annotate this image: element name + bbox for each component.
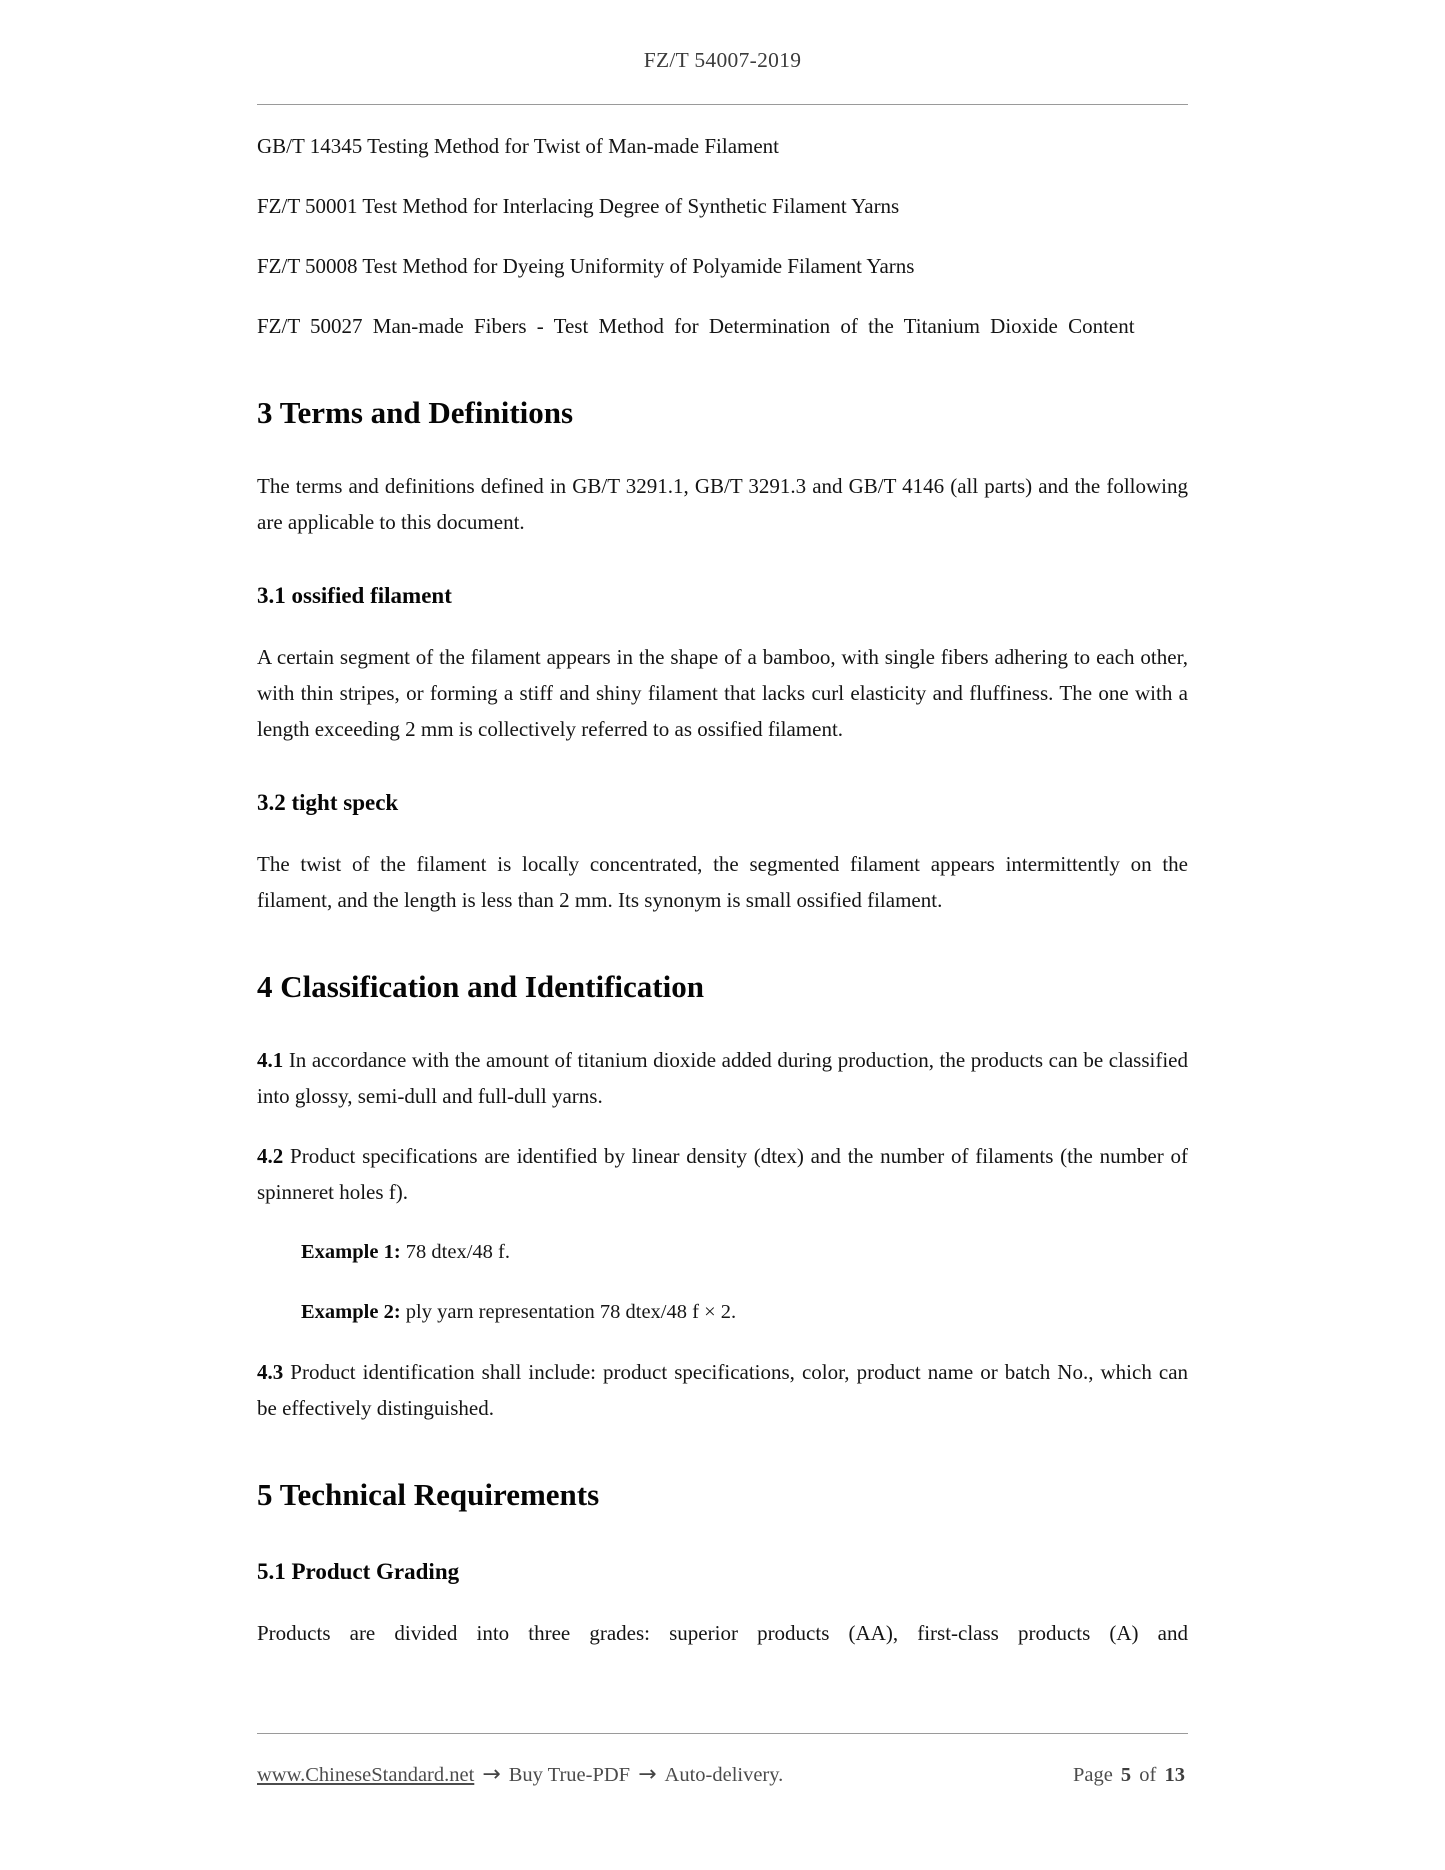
clause-label: 4.2 <box>257 1144 284 1168</box>
reference-item: GB/T 14345 Testing Method for Twist of Man-made Filament <box>257 134 780 158</box>
example-label: Example 2: <box>301 1301 401 1323</box>
section-5-heading: 5 Technical Requirements <box>257 1477 600 1512</box>
section-3-intro: The terms and definitions defined in GB/T 3291.1, GB/T 3291.3 and GB/T 4146 (all parts) and the following are applicable to this document. <box>257 474 1188 534</box>
of-label: of <box>1139 1764 1157 1786</box>
reference-item: FZ/T 50001 Test Method for Interlacing Degree of Synthetic Filament Yarns <box>257 194 900 218</box>
clause-4-1 <box>257 1042 1188 1114</box>
clause-label: 4.3 <box>257 1360 284 1384</box>
doc-number: FZ/T 54007-2019 <box>643 48 802 72</box>
page-header <box>257 0 1188 105</box>
footer-step-buy: Buy True-PDF <box>508 1764 631 1786</box>
document-body <box>257 105 1188 1675</box>
clause-text: Product specifications are identified by linear density (dtex) and the number of filaments (the number of spinneret holes f). <box>257 1144 1188 1204</box>
reference-item: FZ/T 50027 Man-made Fibers - Test Method for Determination of the Titanium Dioxide Content <box>257 314 1135 338</box>
example-1 <box>301 1234 1188 1270</box>
example-2 <box>301 1294 1188 1330</box>
page-footer <box>257 1733 1188 1787</box>
subsection-3-2-text: The twist of the filament is locally concentrated, the segmented filament appears intermittently on the filament, and the length is less than 2 mm. Its synonym is small ossified filament. <box>257 852 1188 912</box>
footer-promo <box>257 1762 783 1787</box>
subsection-3-1-text: A certain segment of the filament appears in the shape of a bamboo, with single fibers adhering to each other, with thin stripes, or forming a stiff and shiny filament that lacks curl elasticity and fluffiness. The one with a length exceeding 2 mm is collectively referred to as ossified filament. <box>257 645 1188 741</box>
section-3-heading: 3 Terms and Definitions <box>257 395 574 430</box>
clause-4-3 <box>257 1354 1188 1426</box>
clause-4-2 <box>257 1138 1188 1210</box>
subsection-5-1-heading: 5.1 Product Grading <box>257 1559 460 1584</box>
page-label: Page <box>1072 1764 1113 1786</box>
reference-item: FZ/T 50008 Test Method for Dyeing Uniformity of Polyamide Filament Yarns <box>257 254 915 278</box>
example-label: Example 1: <box>301 1241 401 1263</box>
arrow-right-icon: → <box>638 1762 657 1787</box>
clause-text: In accordance with the amount of titanium dioxide added during production, the products can be classified into glossy, semi-dull and full-dull yarns. <box>257 1048 1189 1108</box>
arrow-right-icon: → <box>482 1762 501 1787</box>
subsection-5-1-text: Products are divided into three grades: superior products (AA), first-class products (A) and <box>257 1621 1188 1645</box>
footer-link[interactable]: www.ChineseStandard.net <box>257 1764 475 1786</box>
clause-text: Product identification shall include: product specifications, color, product name or batch No., which can be effectively distinguished. <box>257 1360 1189 1420</box>
subsection-3-2-heading: 3.2 tight speck <box>257 790 399 815</box>
footer-step-delivery: Auto-delivery. <box>664 1764 784 1786</box>
example-text: 78 dtex/48 f. <box>405 1241 510 1263</box>
page-indicator <box>1073 1764 1188 1787</box>
total-page-number: 13 <box>1164 1764 1185 1786</box>
clause-label: 4.1 <box>257 1048 284 1072</box>
example-text: ply yarn representation 78 dtex/48 f × 2. <box>405 1301 737 1323</box>
subsection-3-1-heading: 3.1 ossified filament <box>257 583 452 608</box>
section-4-heading: 4 Classification and Identification <box>257 969 704 1004</box>
current-page-number: 5 <box>1120 1764 1132 1786</box>
